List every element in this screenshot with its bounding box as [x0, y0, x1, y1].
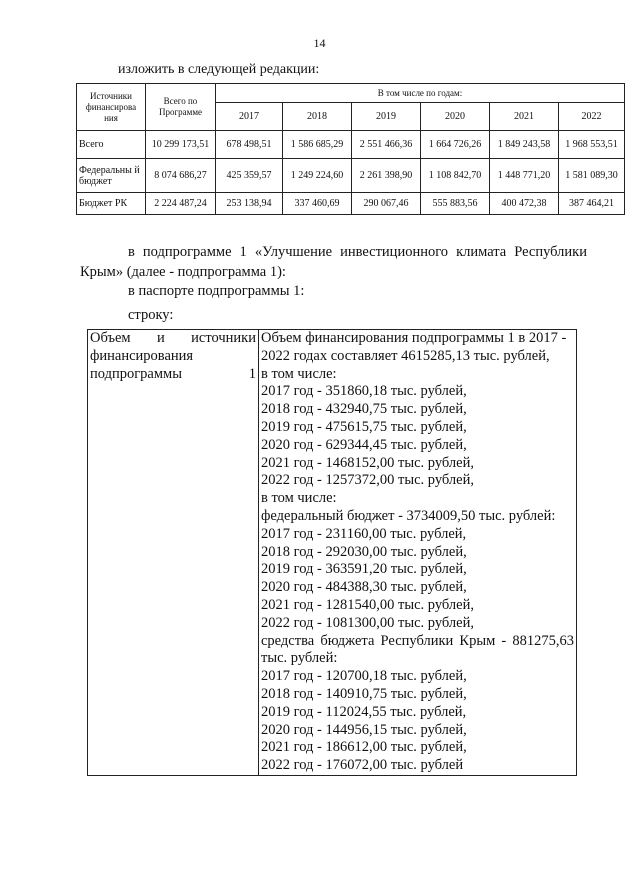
year-regional-line: 2020 год - 144956,15 тыс. рублей, — [261, 721, 467, 738]
year-federal-line: 2019 год - 363591,20 тыс. рублей, — [261, 561, 467, 578]
header-year: 2019 — [352, 103, 421, 131]
in-that-label: в том числе: — [261, 490, 337, 507]
passport-left-cell — [88, 330, 259, 776]
header-year: 2020 — [421, 103, 490, 131]
paragraph-subprogram: в подпрограмме 1 «Улучшение инвестиционного климата Республики Крым» (далее - подпрограмма 1): — [80, 244, 587, 280]
header-year: 2022 — [559, 103, 625, 131]
row-value: 555 883,56 — [421, 193, 490, 215]
year-total-line: 2020 год - 629344,45 тыс. рублей, — [261, 436, 467, 453]
passport-intro: Объем финансирования подпрограммы 1 в 2017 - 2022 годах составляет 4615285,13 тыс. рублей, — [261, 330, 567, 364]
year-total-line: 2022 год - 1257372,00 тыс. рублей, — [261, 472, 474, 489]
header-year: 2017 — [216, 103, 283, 131]
table-row — [77, 193, 625, 215]
row-total: 8 074 686,27 — [146, 159, 216, 193]
federal-budget-line: федеральный бюджет - 3734009,50 тыс. рублей: — [261, 507, 556, 524]
paragraph-passport: в паспорте подпрограммы 1: — [128, 283, 305, 299]
row-value: 678 498,51 — [216, 131, 283, 159]
year-federal-line: 2022 год - 1081300,00 тыс. рублей, — [261, 614, 474, 631]
year-federal-line: 2020 год - 484388,30 тыс. рублей, — [261, 579, 467, 596]
financing-table — [76, 83, 625, 215]
page-number: 14 — [313, 36, 326, 50]
year-regional-line: 2021 год - 186612,00 тыс. рублей, — [261, 739, 467, 756]
year-regional-line: 2019 год - 112024,55 тыс. рублей, — [261, 703, 467, 720]
year-federal-line: 2021 год - 1281540,00 тыс. рублей, — [261, 596, 474, 613]
row-value: 1 968 553,51 — [559, 131, 625, 159]
year-total-line: 2019 год - 475615,75 тыс. рублей, — [261, 418, 467, 435]
year-regional-line: 2018 год - 140910,75 тыс. рублей, — [261, 685, 467, 702]
row-value: 290 067,46 — [352, 193, 421, 215]
row-value: 400 472,38 — [490, 193, 559, 215]
header-by-years: В том числе по годам: — [216, 84, 625, 103]
row-value: 2 551 466,36 — [352, 131, 421, 159]
passport-left-text: Объем и источники финансирования подпрограммы 1 — [90, 330, 256, 382]
table-row — [77, 131, 625, 159]
row-label: Федеральны й бюджет — [77, 159, 146, 193]
year-total-line: 2017 год - 351860,18 тыс. рублей, — [261, 383, 467, 400]
row-value: 2 261 398,90 — [352, 159, 421, 193]
in-that-label: в том числе: — [261, 365, 337, 382]
row-value: 387 464,21 — [559, 193, 625, 215]
row-label: Бюджет РК — [77, 193, 146, 215]
header-year: 2021 — [490, 103, 559, 131]
row-value: 1 586 685,29 — [283, 131, 352, 159]
passport-table — [87, 329, 577, 776]
regional-budget-line: средства бюджета Республики Крым - 881275,63 тыс. рублей: — [261, 632, 574, 667]
paragraph-line: строку: — [128, 307, 174, 323]
passport-right-cell — [259, 330, 577, 776]
intro-text: изложить в следующей редакции: — [118, 62, 320, 77]
row-value: 1 581 089,30 — [559, 159, 625, 193]
header-source: Источники финансирова ния — [77, 84, 146, 131]
row-value: 1 108 842,70 — [421, 159, 490, 193]
row-value: 425 359,57 — [216, 159, 283, 193]
year-federal-line: 2018 год - 292030,00 тыс. рублей, — [261, 543, 467, 560]
year-regional-line: 2022 год - 176072,00 тыс. рублей — [261, 757, 464, 774]
row-total: 10 299 173,51 — [146, 131, 216, 159]
table-row — [77, 159, 625, 193]
year-federal-line: 2017 год - 231160,00 тыс. рублей, — [261, 525, 467, 542]
row-total: 2 224 487,24 — [146, 193, 216, 215]
row-value: 253 138,94 — [216, 193, 283, 215]
year-regional-line: 2017 год - 120700,18 тыс. рублей, — [261, 668, 467, 685]
header-year: 2018 — [283, 103, 352, 131]
year-total-line: 2018 год - 432940,75 тыс. рублей, — [261, 401, 467, 418]
row-value: 337 460,69 — [283, 193, 352, 215]
row-value: 1 249 224,60 — [283, 159, 352, 193]
row-value: 1 849 243,58 — [490, 131, 559, 159]
row-label: Всего — [77, 131, 146, 159]
year-total-line: 2021 год - 1468152,00 тыс. рублей, — [261, 454, 474, 471]
row-value: 1 664 726,26 — [421, 131, 490, 159]
header-total: Всего по Программе — [146, 84, 216, 131]
row-value: 1 448 771,20 — [490, 159, 559, 193]
